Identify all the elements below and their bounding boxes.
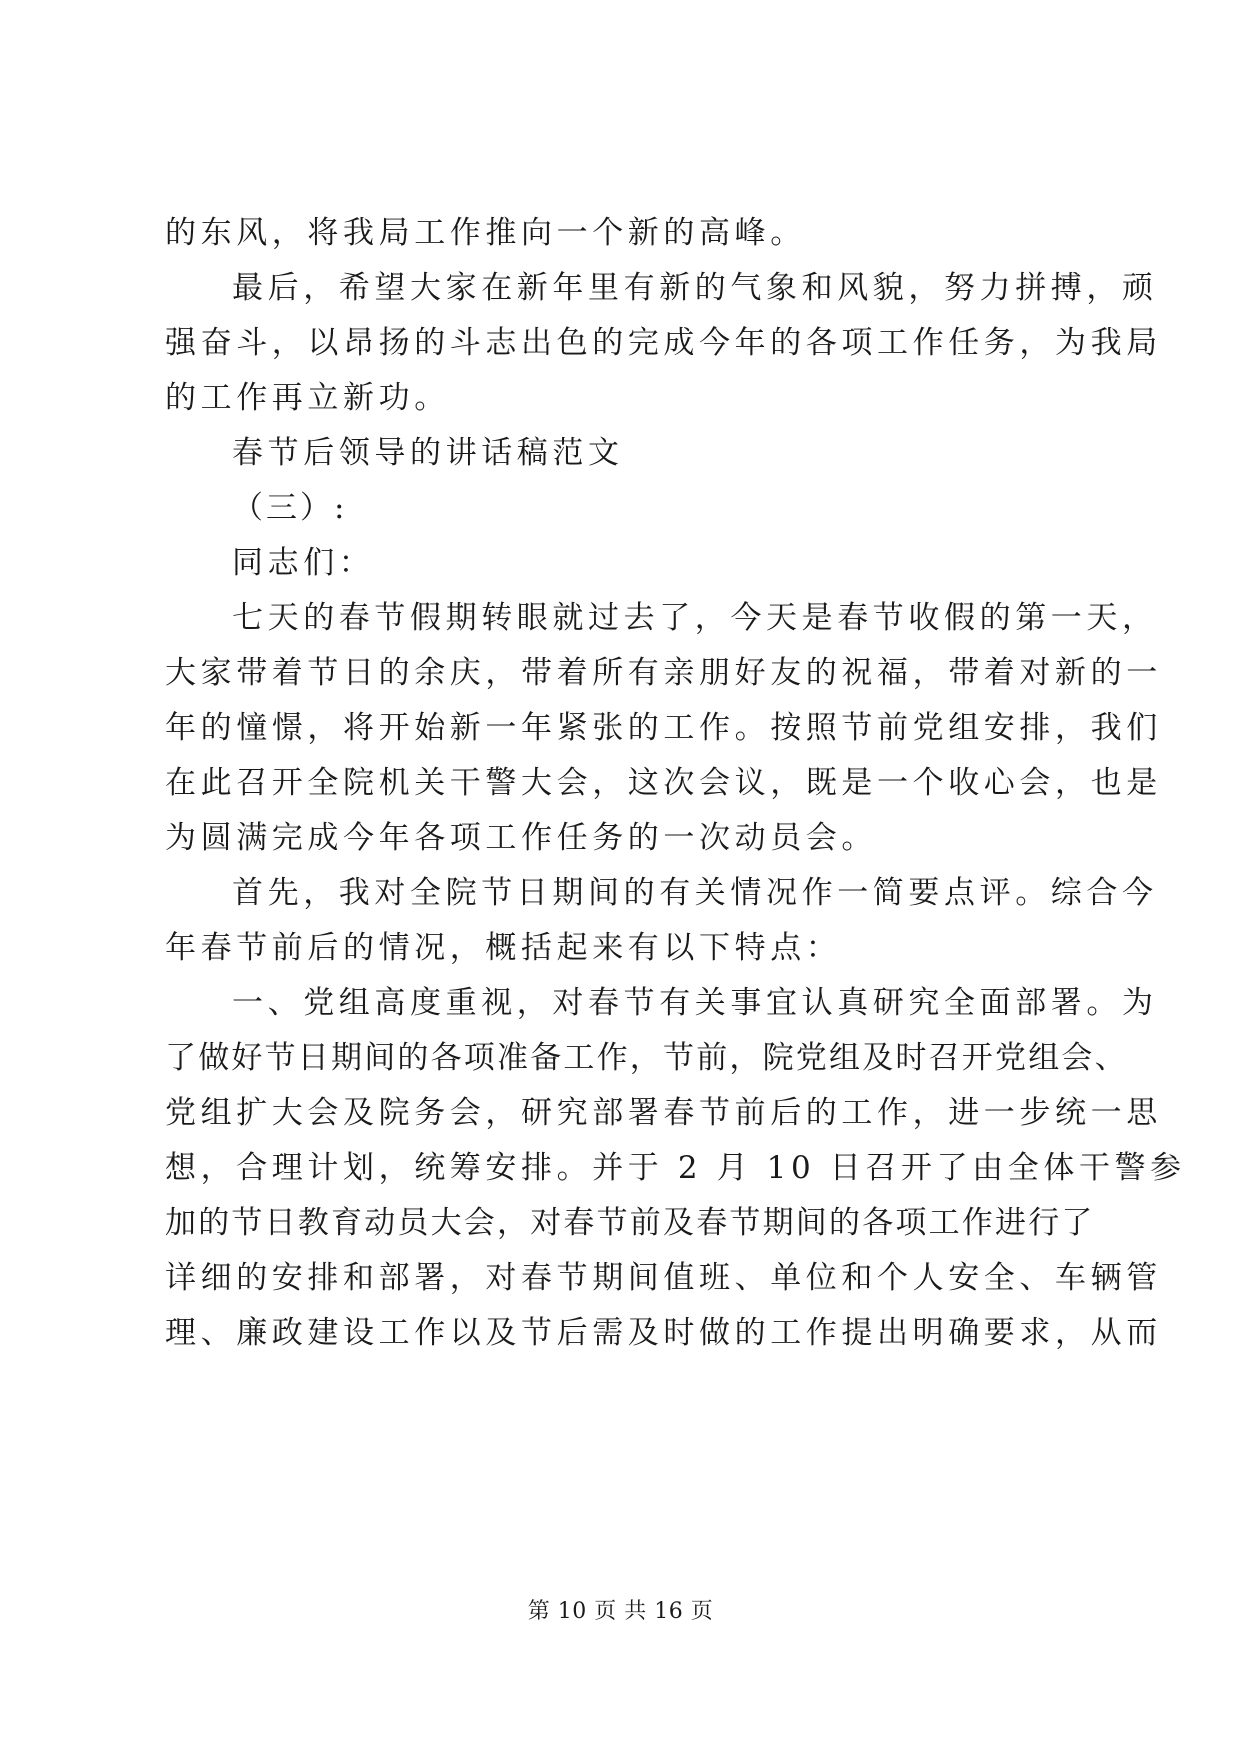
text-line: 的东风，将我局工作推向一个新的高峰。 (165, 215, 806, 251)
paragraph-line: 一、党组高度重视，对春节有关事宜认真研究全面部署。为 (232, 985, 1158, 1021)
text-line: 的工作再立新功。 (165, 380, 450, 416)
text-line: 想，合理计划，统筹安排。并于 2 月 10 日召开了由全体干警参 (165, 1150, 1186, 1186)
text-line: 详细的安排和部署，对春节期间值班、单位和个人安全、车辆管 (165, 1260, 1162, 1296)
paragraph-line: 七天的春节假期转眼就过去了，今天是春节收假的第一天， (232, 600, 1158, 636)
section-number: （三）: (232, 490, 348, 526)
text-line: 年的憧憬，将开始新一年紧张的工作。按照节前党组安排，我们 (165, 710, 1162, 746)
text-line: 年春节前后的情况，概括起来有以下特点： (165, 930, 842, 966)
paragraph-line: 首先，我对全院节日期间的有关情况作一简要点评。综合今 (232, 875, 1158, 911)
text-line: 为圆满完成今年各项工作任务的一次动员会。 (165, 820, 877, 856)
text-line: 理、廉政建设工作以及节后需及时做的工作提出明确要求，从而 (165, 1315, 1162, 1351)
salutation: 同志们： (232, 545, 375, 581)
section-title: 春节后领导的讲话稿范文 (232, 435, 624, 471)
text-line: 了做好节日期间的各项准备工作，节前，院党组及时召开党组会、 (165, 1040, 1128, 1076)
text-line: 大家带着节日的余庆，带着所有亲朋好友的祝福，带着对新的一 (165, 655, 1162, 691)
text-line: 党组扩大会及院务会，研究部署春节前后的工作，进一步统一思 (165, 1095, 1162, 1131)
page-number-footer: 第 10 页 共 16 页 (527, 1599, 714, 1624)
text-line: 加的节日教育动员大会，对春节前及春节期间的各项工作进行了 (165, 1205, 1095, 1241)
paragraph-line: 最后，希望大家在新年里有新的气象和风貌，努力拼搏，顽 (232, 270, 1158, 306)
text-line: 强奋斗，以昂扬的斗志出色的完成今年的各项工作任务，为我局 (165, 325, 1162, 361)
text-line: 在此召开全院机关干警大会，这次会议，既是一个收心会，也是 (165, 765, 1162, 801)
